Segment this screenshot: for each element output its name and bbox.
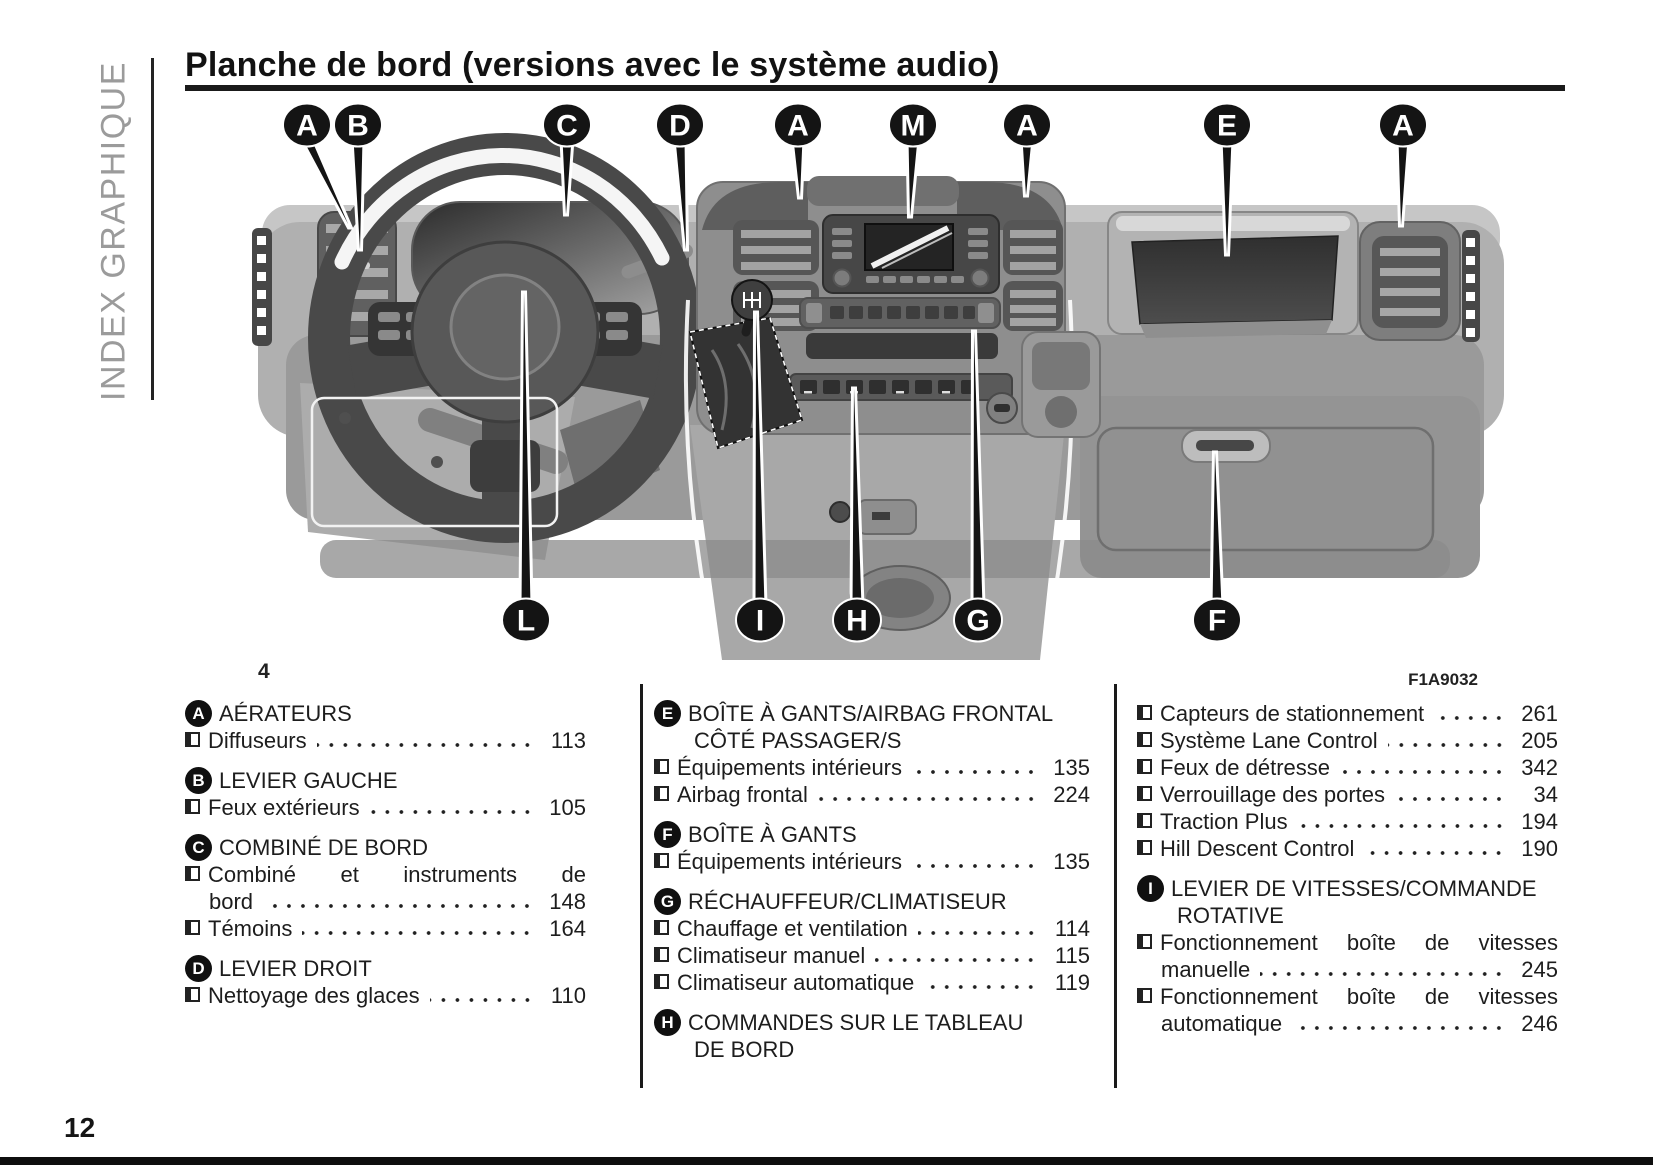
square-bullet-icon bbox=[654, 920, 669, 935]
column-divider-1 bbox=[640, 684, 643, 1088]
section-title bbox=[688, 821, 1090, 848]
entry-page-number: 114 bbox=[1054, 916, 1090, 941]
square-bullet-icon bbox=[185, 799, 200, 814]
entry-label: automatique bbox=[1161, 1011, 1283, 1036]
square-bullet-icon bbox=[185, 987, 200, 1002]
index-entry bbox=[654, 781, 1090, 808]
entry-page-number: 113 bbox=[550, 728, 586, 753]
entry-label: Feux de détresse bbox=[1160, 755, 1330, 780]
square-bullet-icon bbox=[654, 759, 669, 774]
entry-page-number: 224 bbox=[1053, 782, 1090, 807]
index-entry bbox=[185, 915, 586, 942]
dot-leader bbox=[1434, 715, 1506, 721]
square-bullet-icon bbox=[654, 786, 669, 801]
index-entry bbox=[1137, 983, 1558, 1037]
index-entry-line bbox=[654, 915, 1090, 942]
section-title-line: COMMANDES SUR LE TABLEAU bbox=[688, 1010, 1024, 1035]
entry-label: Équipements intérieurs bbox=[677, 849, 903, 874]
callout-letter: E bbox=[1216, 109, 1238, 143]
entry-label: Fonctionnement boîte de vitesses bbox=[1160, 930, 1558, 955]
entry-label: manuelle bbox=[1161, 957, 1251, 982]
entry-page-number: 246 bbox=[1521, 1011, 1558, 1036]
entry-page-number: 342 bbox=[1521, 755, 1558, 780]
index-entry bbox=[1137, 781, 1558, 808]
heater-controls bbox=[800, 298, 1000, 328]
callout-letter: L bbox=[516, 604, 536, 638]
index-section-heading bbox=[1137, 875, 1558, 929]
entry-label: Combiné et instruments de bbox=[208, 862, 586, 887]
index-entry bbox=[1137, 700, 1558, 727]
section-letter-badge: F bbox=[654, 821, 681, 848]
entry-page-number: 119 bbox=[1054, 970, 1090, 995]
square-bullet-icon bbox=[1137, 934, 1152, 949]
glovebox bbox=[1098, 428, 1433, 550]
entry-label: Chauffage et ventilation bbox=[677, 916, 908, 941]
index-section-heading bbox=[654, 821, 1090, 848]
index-entry-line bbox=[1137, 781, 1558, 808]
entry-label: Verrouillage des portes bbox=[1160, 782, 1386, 807]
callout-letter: A bbox=[296, 109, 318, 143]
dot-leader bbox=[1388, 742, 1506, 748]
index-entry-line bbox=[1137, 754, 1558, 781]
dot-leader bbox=[1364, 850, 1506, 856]
entry-page-number: 261 bbox=[1521, 701, 1558, 726]
entry-label: Feux extérieurs bbox=[208, 795, 360, 820]
index-entry bbox=[654, 848, 1090, 875]
index-entry-line bbox=[654, 969, 1090, 996]
square-bullet-icon bbox=[1137, 813, 1152, 828]
entry-label: Nettoyage des glaces bbox=[208, 983, 420, 1008]
dot-leader bbox=[302, 930, 534, 936]
radio-touchscreen bbox=[823, 215, 999, 293]
section-title bbox=[219, 834, 586, 861]
index-section-heading bbox=[654, 700, 1090, 754]
dashboard-diagram bbox=[180, 95, 1570, 665]
entry-label: Équipements intérieurs bbox=[677, 755, 903, 780]
entry-page-number: 110 bbox=[550, 983, 586, 1008]
section-title-line: CÔTÉ PASSAGER/S bbox=[694, 728, 902, 753]
page-title: Planche de bord (versions avec le système audio) bbox=[185, 46, 1000, 84]
index-entry bbox=[185, 861, 586, 915]
section-title bbox=[219, 955, 586, 982]
entry-label: Climatiseur manuel bbox=[677, 943, 866, 968]
square-bullet-icon bbox=[185, 920, 200, 935]
entry-page-number: 190 bbox=[1521, 836, 1558, 861]
square-bullet-icon bbox=[654, 947, 669, 962]
callout-letter: B bbox=[347, 109, 369, 143]
radio-knob-left bbox=[834, 270, 851, 287]
entry-label: bord bbox=[209, 889, 254, 914]
index-entry bbox=[654, 942, 1090, 969]
console-holder bbox=[1022, 332, 1100, 437]
callout-letter: H bbox=[846, 604, 868, 638]
entry-label: Témoins bbox=[208, 916, 293, 941]
square-bullet-icon bbox=[1137, 705, 1152, 720]
dot-leader bbox=[1298, 823, 1506, 829]
page-bottom-bar bbox=[0, 1157, 1653, 1165]
section-title bbox=[219, 700, 586, 727]
index-entry bbox=[654, 754, 1090, 781]
storage-tray bbox=[806, 333, 998, 359]
section-letter-badge: C bbox=[185, 834, 212, 861]
dot-leader bbox=[1292, 1025, 1506, 1031]
index-entry-line bbox=[654, 848, 1090, 875]
index-entry-line bbox=[1137, 835, 1558, 862]
callout-letter: M bbox=[900, 109, 926, 143]
section-title bbox=[219, 767, 586, 794]
entry-label: Capteurs de stationnement bbox=[1160, 701, 1425, 726]
index-entry bbox=[1137, 835, 1558, 862]
dot-leader bbox=[818, 796, 1038, 802]
section-title-line: BOÎTE À GANTS/AIRBAG FRONTAL bbox=[688, 701, 1054, 726]
index-section-heading bbox=[185, 700, 586, 727]
column-divider-2 bbox=[1114, 684, 1117, 1088]
right-demister-strip bbox=[1462, 230, 1480, 342]
dot-leader bbox=[317, 742, 534, 748]
title-rule bbox=[185, 85, 1565, 91]
index-entry-line bbox=[1137, 727, 1558, 754]
index-entry-line bbox=[185, 888, 586, 915]
ignition-switch bbox=[987, 393, 1017, 423]
index-section-heading bbox=[185, 955, 586, 982]
index-entry-line bbox=[185, 794, 586, 821]
section-letter-badge: I bbox=[1137, 875, 1164, 902]
section-title-line: LEVIER DROIT bbox=[219, 956, 372, 981]
square-bullet-icon bbox=[1137, 732, 1152, 747]
index-section-heading bbox=[185, 834, 586, 861]
index-entry-line bbox=[185, 982, 586, 1009]
entry-page-number: 245 bbox=[1521, 957, 1558, 982]
entry-page-number: 105 bbox=[549, 795, 586, 820]
dot-leader bbox=[875, 957, 1038, 963]
index-entry bbox=[654, 969, 1090, 996]
square-bullet-icon bbox=[185, 732, 200, 747]
dot-leader bbox=[1340, 769, 1506, 775]
section-title-line: COMBINÉ DE BORD bbox=[219, 835, 429, 860]
dot-leader bbox=[918, 930, 1038, 936]
index-entry bbox=[1137, 808, 1558, 835]
section-letter-badge: H bbox=[654, 1009, 681, 1036]
dot-leader bbox=[1395, 796, 1506, 802]
entry-label: Hill Descent Control bbox=[1160, 836, 1355, 861]
entry-label: Système Lane Control bbox=[1160, 728, 1378, 753]
square-bullet-icon bbox=[654, 853, 669, 868]
index-entry-line bbox=[1137, 1010, 1558, 1037]
entry-label: Climatiseur automatique bbox=[677, 970, 915, 995]
dot-leader bbox=[912, 863, 1038, 869]
entry-page-number: 194 bbox=[1521, 809, 1558, 834]
entry-page-number: 164 bbox=[549, 916, 586, 941]
callout-letter: D bbox=[669, 109, 691, 143]
index-entry-line bbox=[1137, 983, 1558, 1010]
section-title-line: LEVIER GAUCHE bbox=[219, 768, 398, 793]
entry-page-number: 115 bbox=[1054, 943, 1090, 968]
index-section-heading bbox=[654, 888, 1090, 915]
figure-number: 4 bbox=[258, 660, 270, 683]
dot-leader bbox=[1260, 971, 1506, 977]
section-title-line: BOÎTE À GANTS bbox=[688, 822, 857, 847]
right-air-vent bbox=[1360, 222, 1460, 340]
index-entry-line bbox=[1137, 929, 1558, 956]
index-entry bbox=[185, 982, 586, 1009]
section-letter-badge: B bbox=[185, 767, 212, 794]
index-entry-line bbox=[654, 942, 1090, 969]
figure-code: F1A9032 bbox=[1408, 670, 1478, 689]
callout-letter: C bbox=[556, 109, 578, 143]
square-bullet-icon bbox=[185, 866, 200, 881]
index-entry-line bbox=[654, 781, 1090, 808]
section-letter-badge: G bbox=[654, 888, 681, 915]
index-entry bbox=[1137, 929, 1558, 983]
section-title-line: ROTATIVE bbox=[1177, 903, 1284, 928]
dashboard-illustration bbox=[180, 95, 1570, 665]
index-entry-line bbox=[185, 915, 586, 942]
square-bullet-icon bbox=[1137, 988, 1152, 1003]
callout-letter: A bbox=[1392, 109, 1414, 143]
radio-knob-right bbox=[972, 270, 989, 287]
section-title-line: RÉCHAUFFEUR/CLIMATISEUR bbox=[688, 889, 1007, 914]
index-column-3 bbox=[1137, 700, 1558, 1037]
power-socket bbox=[830, 502, 850, 522]
sidebar-rule bbox=[151, 58, 154, 400]
square-bullet-icon bbox=[1137, 786, 1152, 801]
section-letter-badge: A bbox=[185, 700, 212, 727]
index-section-heading bbox=[654, 1009, 1090, 1063]
entry-label: Traction Plus bbox=[1160, 809, 1288, 834]
index-entry-line bbox=[185, 861, 586, 888]
entry-label: Fonctionnement boîte de vitesses bbox=[1160, 984, 1558, 1009]
entry-page-number: 148 bbox=[549, 889, 586, 914]
entry-page-number: 205 bbox=[1521, 728, 1558, 753]
dashboard-shelf bbox=[1108, 212, 1358, 338]
entry-label: Airbag frontal bbox=[677, 782, 808, 807]
dot-leader bbox=[370, 809, 534, 815]
square-bullet-icon bbox=[654, 974, 669, 989]
section-title bbox=[688, 888, 1090, 915]
callout-letter: G bbox=[966, 604, 990, 638]
index-entry-line bbox=[1137, 808, 1558, 835]
section-title bbox=[688, 700, 1090, 754]
index-entry-line bbox=[185, 727, 586, 754]
index-entry-line bbox=[1137, 700, 1558, 727]
steering-wheel-hub bbox=[451, 275, 559, 379]
index-entry bbox=[185, 727, 586, 754]
entry-page-number: 135 bbox=[1053, 755, 1090, 780]
index-entry bbox=[185, 794, 586, 821]
index-column-1 bbox=[185, 700, 586, 1009]
section-letter-badge: E bbox=[654, 700, 681, 727]
entry-page-number: 34 bbox=[1533, 782, 1558, 807]
entry-page-number: 135 bbox=[1053, 849, 1090, 874]
callout-letter: I bbox=[755, 604, 765, 638]
callout-letter: A bbox=[1016, 109, 1038, 143]
dot-leader bbox=[430, 997, 534, 1003]
square-bullet-icon bbox=[1137, 759, 1152, 774]
callout-letter: A bbox=[787, 109, 809, 143]
left-demister-strip bbox=[252, 228, 272, 346]
section-title-line: DE BORD bbox=[694, 1037, 795, 1062]
dot-leader bbox=[263, 903, 534, 909]
section-title bbox=[688, 1009, 1090, 1063]
index-column-2 bbox=[654, 700, 1090, 1063]
page-number: 12 bbox=[64, 1112, 96, 1143]
callout-letter: F bbox=[1207, 604, 1227, 638]
section-title-line: LEVIER DE VITESSES/COMMANDE bbox=[1171, 876, 1537, 901]
dot-leader bbox=[912, 769, 1038, 775]
index-entry-line bbox=[654, 754, 1090, 781]
index-entry-line bbox=[1137, 956, 1558, 983]
square-bullet-icon bbox=[1137, 840, 1152, 855]
entry-label: Diffuseurs bbox=[208, 728, 307, 753]
index-entry bbox=[1137, 754, 1558, 781]
dot-leader bbox=[924, 984, 1038, 990]
index-entry bbox=[654, 915, 1090, 942]
section-title-line: AÉRATEURS bbox=[219, 701, 352, 726]
index-section-heading bbox=[185, 767, 586, 794]
section-title bbox=[1171, 875, 1558, 929]
section-letter-badge: D bbox=[185, 955, 212, 982]
index-entry bbox=[1137, 727, 1558, 754]
sidebar-section-label: INDEX GRAPHIQUE bbox=[94, 61, 133, 401]
